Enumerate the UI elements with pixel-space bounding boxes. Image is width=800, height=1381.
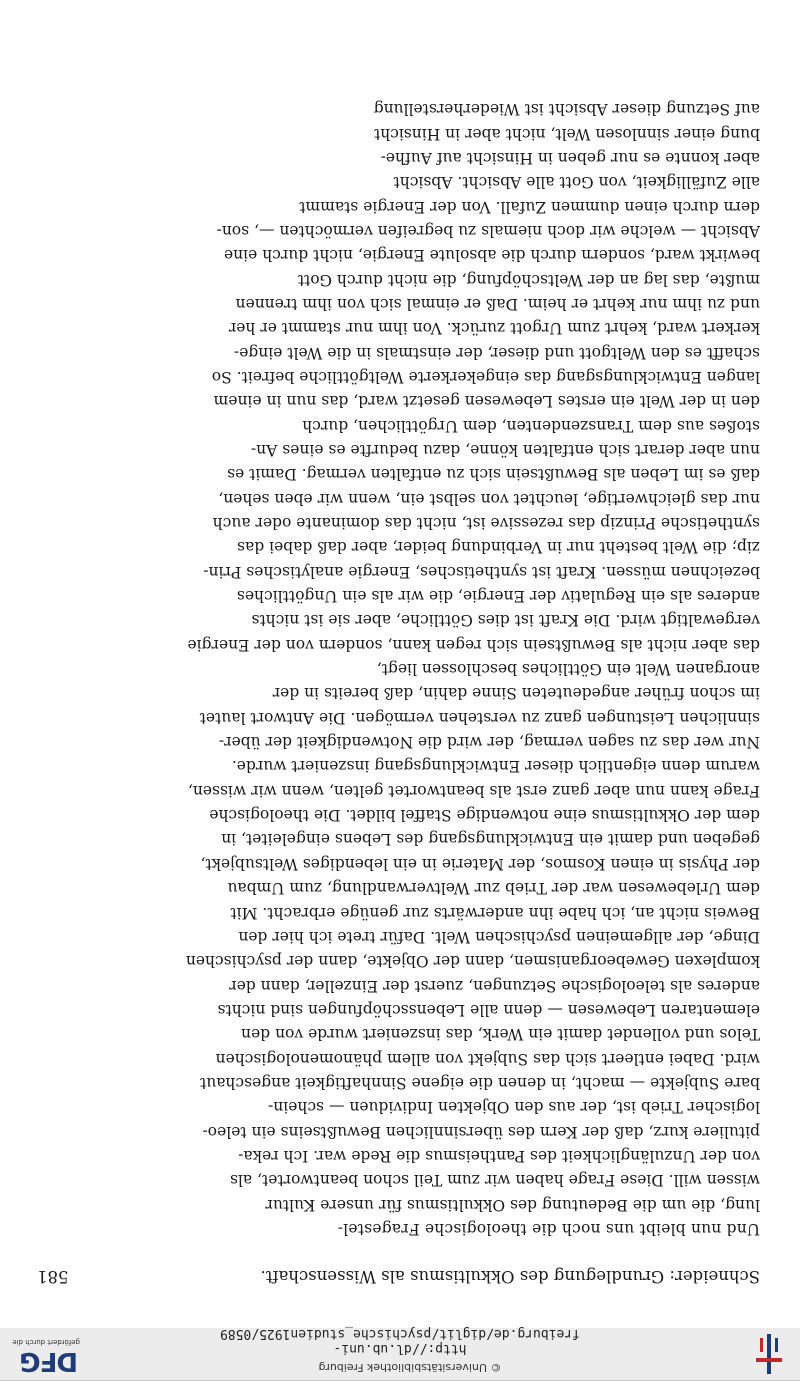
text-line: pituliere kurz, daß der Kern des übersinnlichen Bewußtseins ein teleo- [202, 1122, 760, 1141]
text-line: wird. Dabei entleert sich das Subjekt von allem phänomenologischen [215, 1049, 760, 1068]
text-line: logischer Trieb ist, der aus den Objekten Individuen — schein- [268, 1098, 760, 1117]
page-body [35, 97, 760, 1291]
text-line: kerkert ward, kehrt zum Urgott zurück. Von ihm nur stammt er her [228, 319, 760, 338]
text-line: dem Urlebewesen war der Trieb zur Weltverwandlung, zum Umbau [227, 879, 760, 898]
ub-freiburg-logo-icon [748, 1332, 788, 1376]
body-text [35, 97, 760, 1241]
text-line: nur das gleichwertige, leuchtet von selbst ein, wenn wir eben sehen, [218, 489, 760, 508]
text-line: Nur wer das zu sagen vermag, der wird die Notwendigkeit der über- [218, 733, 760, 752]
text-line: synthetische Prinzip das rezessive ist, nicht das dominante oder auch [212, 514, 760, 533]
dfg-logo-text: DFG [20, 1346, 78, 1376]
digital-url-link[interactable]: http://dl.ub.uni-freiburg.de/diglit/psychische_studien1925/0589 [219, 1326, 581, 1356]
text-line: elementaren Lebewesen — denn alle Lebensschöpfungen sind nichts [217, 1000, 760, 1019]
text-line: bare Subjekte — macht, in denen die eigene Sinnhaftigkeit angeschaut [200, 1073, 760, 1092]
library-footer-stamp [0, 1328, 800, 1381]
text-line: auf Setzung dieser Absicht ist Wiederherstellung [373, 100, 760, 119]
text-line: zip; die Welt besteht nur in Verbindung beider, aber daß dabei das [237, 538, 760, 557]
text-line: anderes als ein Regulativ der Energie, die wir als ein Ungöttliches [236, 587, 760, 606]
text-line: lung, die um die Bedeutung des Okkultismus für unsere Kultur [265, 1195, 760, 1214]
dfg-logo-icon [4, 1332, 84, 1376]
text-line: dem der Okkultismus eine notwendige Staffel bildet. Die theologische [209, 806, 760, 825]
text-line: aber konnte es nur geben in Hinsicht auf Aufhe- [380, 148, 760, 167]
text-line: das aber nicht als Bewußtsein sich regen kann, sondern von der Energie [187, 635, 760, 654]
text-line: bung einer sinnlosen Welt, nicht aber in Hinsicht [373, 124, 760, 143]
running-head-title: Schneider: Grundlegung des Okkultismus als Wissenschaft. [260, 1267, 760, 1286]
text-line: warum denn eigentlich dieser Entwicklungsgang inszeniert wurde. [231, 757, 760, 776]
text-line: den in der Welt ein erstes Lebewesen gesetzt ward, das nun in einem [213, 392, 760, 411]
text-line: Absicht — welche wir doch niemals zu begreifen vermöchten —, son- [216, 221, 760, 240]
text-line: bezeichnen müssen. Kraft ist synthetisches, Energie analytisches Prin- [203, 562, 760, 581]
text-line: sinnlichen Leistungen ganz zu verstehen vermögen. Die Antwort lautet [199, 708, 760, 727]
text-line: stoßes aus dem Transzendenten, dem Urgöttlichen, durch [302, 416, 760, 435]
text-line: der Physis in einen Kosmos, der Materie in ein lebendiges Weltsubjekt, [200, 854, 760, 873]
text-line: wissen will. Diese Frage haben wir zum Teil schon beantwortet, als [229, 1171, 760, 1190]
dfg-logo-caption: gefördert durch die [12, 1338, 80, 1346]
text-line: langen Entwicklungsgang das eingekerkerte Weltgöttliche befreit. So [211, 367, 760, 386]
text-line: Beweis nicht an, ich habe ihn anderwärts zur genüge erbracht. Mit [230, 903, 760, 922]
text-line: Frage kann nun aber ganz erst als beantwortet gelten, wenn wir wissen, [187, 781, 760, 800]
text-line: von der Unzulänglichkeit des Pantheismus die Rede war. Ich reka- [238, 1146, 760, 1165]
library-copyright: © Universitätsbibliothek Freiburg [318, 1361, 502, 1374]
text-line: schafft es den Weltgott und dieser, der einstmals in die Welt einge- [233, 343, 760, 362]
text-line: gegeben und damit ein Entwicklungsgang des Lebens eingeleitet, in [221, 830, 760, 849]
text-line: mußte, das lag an der Weltschöpfung, die nicht durch Gott [297, 270, 760, 289]
text-line: im schon früher angedeuteten Sinne dahin, daß bereits in der [272, 684, 760, 703]
text-line: nun aber derart sich entfalten könne, dazu bedurfte es eines An- [250, 441, 760, 459]
text-line: alle Zufälligkeit, von Gott alle Absicht. Absicht [393, 173, 760, 192]
page-number: 581 [37, 1267, 69, 1286]
text-line: vergewaltigt wird. Die Kraft ist dies Göttliche, aber sie ist nichts [251, 611, 760, 630]
text-line: anderes als teleologische Setzungen, zuerst der Einzeller, dann der [229, 976, 760, 995]
text-line: dern durch einen dummen Zufall. Von der Energie stammt [299, 197, 760, 216]
running-head [35, 1261, 760, 1291]
text-line: Telos und vollendet damit ein Werk, das inszeniert wurde von den [241, 1025, 760, 1044]
text-line: Dinge, der allgemeinen psychischen Welt. Dafür trete ich hier den [238, 927, 760, 946]
text-line: bewirkt ward, sondern durch die absolute Energie, nicht durch eine [224, 246, 760, 265]
text-line: und zu ihm nur kehrt er heim. Daß er einmal sich von ihm trennen [235, 294, 760, 313]
text-line: Und nun bleibt uns noch die theologische Fragestel- [337, 1220, 760, 1238]
text-line: daß es im Leben als Bewußtsein sich zu entfalten vermag. Damit es [227, 465, 760, 484]
text-line: anorganen Welt ein Göttliches beschlossen liegt, [376, 660, 760, 679]
text-line: komplexen Gewebeorganismen, dann der Objekte, dann der psychischen [185, 952, 760, 971]
